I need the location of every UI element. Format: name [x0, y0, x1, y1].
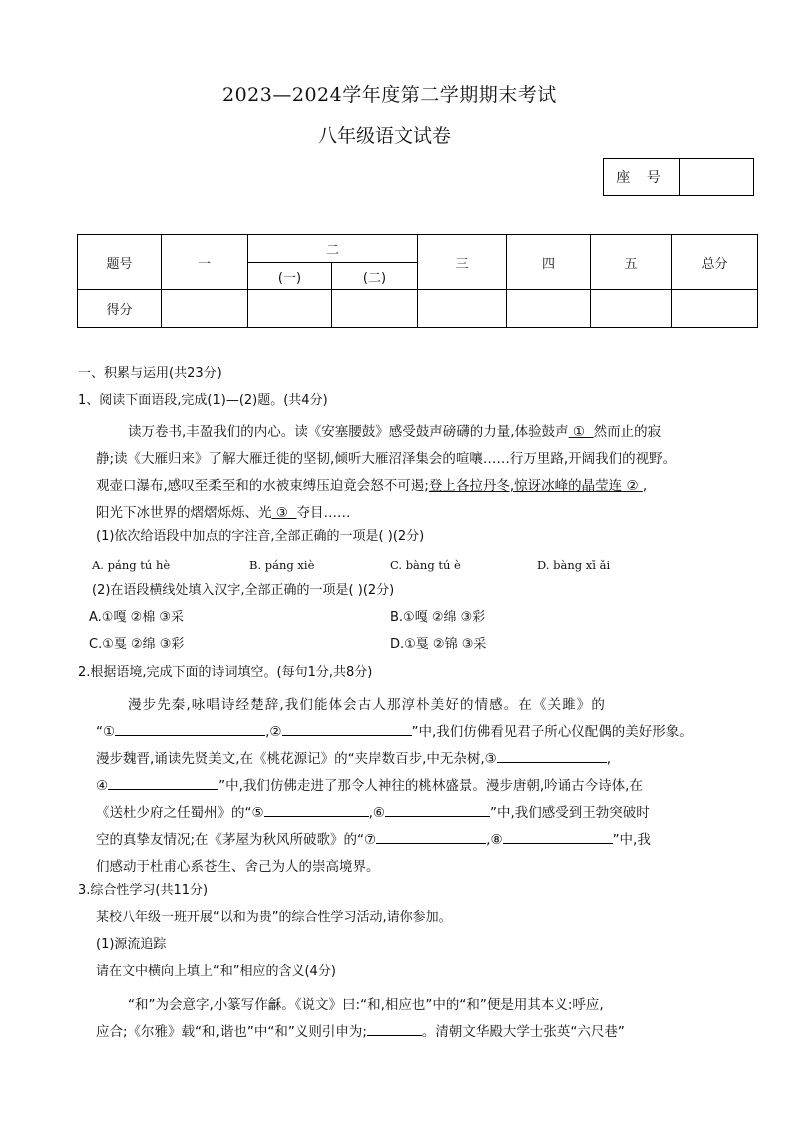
q1-sub2-option-d[interactable]: D.①戛 ②锦 ③采	[390, 637, 487, 652]
q1-sub2: (2)在语段横线处填入汉字,全部正确的一项是( )(2分)	[92, 583, 395, 598]
col-header-4: 四	[507, 235, 591, 290]
q2-line2: “① ,② ”中,我们仿佛看见君子所心仪配偶的美好形象。	[96, 720, 693, 740]
q3-intro: 某校八年级一班开展“以和为贵”的综合性学习活动,请你参加。	[96, 910, 452, 925]
score-table	[77, 234, 758, 328]
blank-1[interactable]: ①	[572, 424, 585, 440]
col-header-3: 三	[418, 235, 507, 290]
score-cell[interactable]	[162, 290, 248, 328]
q1-sub1-option-c[interactable]: C. bàng tú è	[390, 558, 461, 572]
q1-para-line1: 读万卷书,丰盈我们的内心。读《安塞腰鼓》感受鼓声磅礴的力量,体验鼓声 ① 然而止的寂	[128, 424, 662, 440]
q1-sub2-option-a[interactable]: A.①嘎 ②棉 ③采	[89, 610, 185, 625]
answer-blank-1[interactable]	[115, 721, 265, 736]
seat-number-label: 座 号	[604, 159, 680, 195]
answer-blank-5[interactable]	[264, 802, 369, 817]
seat-number-box	[603, 158, 754, 196]
q1-para-line2: 静;读《大雁归来》了解大雁迁徙的坚韧,倾听大雁沼泽集会的喧嚷……行万里路,开阔我们的视野。	[96, 451, 677, 467]
q3-para-line1: “和”为会意字,小篆写作龢。《说文》曰:“和,相应也”中的“和”便是用其本义:呼应,	[128, 997, 604, 1013]
answer-blank-3[interactable]	[497, 748, 607, 763]
score-cell[interactable]	[248, 290, 332, 328]
q2-line3: 漫步魏晋,诵读先贤美文,在《桃花源记》的“夹岸数百步,中无杂树,③ ,	[96, 747, 611, 767]
blank-3[interactable]: ③	[275, 505, 288, 521]
answer-blank-4[interactable]	[108, 775, 218, 790]
q2-line5: 《送杜少府之任蜀州》的“⑤ ,⑥ ”中,我们感受到王勃突破时	[96, 801, 650, 821]
section-heading: 一、积累与运用(共23分)	[78, 366, 222, 381]
col-header-1: 一	[162, 235, 248, 290]
blank-2[interactable]: ②	[626, 478, 639, 494]
q2-line7: 们感动于杜甫心系苍生、舍己为人的崇高境界。	[96, 859, 380, 875]
q1-sub1: (1)依次给语段中加点的字注音,全部正确的一项是( )(2分)	[96, 529, 425, 544]
exam-title: 2023—2024学年度第二学期期末考试	[222, 84, 557, 106]
q3-para-line2: 应合;《尔雅》载“和,谐也”中“和”义则引申为; 。清朝文华殿大学士张英“六尺巷”	[96, 1020, 625, 1040]
col-header-2: 二	[248, 235, 418, 263]
q1-para-line3: 观壶口瀑布,感叹至柔至和的水被束缚压迫竟会怒不可遏;登上各拉丹冬,惊讶冰峰的晶莹连 ② ,	[96, 478, 648, 494]
q2-line6: 空的真挚友情况;在《茅屋为秋风所破歌》的“⑦ ,⑧ ”中,我	[96, 828, 651, 848]
q3-sub1: (1)源流追踪	[96, 937, 167, 952]
q1-para-line4: 阳光下冰世界的熠熠烁烁、光 ③ 夺目……	[96, 505, 351, 521]
q1-sub1-option-d[interactable]: D. bàng xī ǎi	[537, 558, 611, 572]
score-cell[interactable]	[591, 290, 672, 328]
col-header-total: 总分	[672, 235, 758, 290]
score-cell[interactable]	[672, 290, 758, 328]
score-cell[interactable]	[418, 290, 507, 328]
sub-col-header-2: (二)	[332, 263, 418, 290]
sub-col-header-1: (一)	[248, 263, 332, 290]
answer-blank-8[interactable]	[503, 829, 613, 844]
row-header-cell: 题号	[78, 235, 162, 290]
q1-sub2-option-c[interactable]: C.①戛 ②绵 ③彩	[89, 637, 185, 652]
score-cell[interactable]	[332, 290, 418, 328]
score-label-cell: 得分	[78, 290, 162, 328]
col-header-5: 五	[591, 235, 672, 290]
q1-stem: 1、阅读下面语段,完成(1)—(2)题。(共4分)	[78, 393, 328, 408]
q3-stem: 3.综合性学习(共11分)	[78, 883, 209, 898]
q2-stem: 2.根据语境,完成下面的诗词填空。(每句1分,共8分)	[78, 665, 373, 680]
answer-blank-7[interactable]	[376, 829, 486, 844]
q1-sub2-option-b[interactable]: B.①嘎 ②绵 ③彩	[390, 610, 486, 625]
score-cell[interactable]	[507, 290, 591, 328]
q2-line4: ④ ”中,我们仿佛走进了那令人神往的桃林盛景。漫步唐朝,吟诵古今诗体,在	[96, 774, 643, 794]
answer-blank-2[interactable]	[282, 721, 412, 736]
q1-sub1-option-a[interactable]: A. páng tú hè	[92, 558, 171, 572]
answer-blank-6[interactable]	[385, 802, 490, 817]
q1-sub1-option-b[interactable]: B. páng xiè	[249, 558, 315, 572]
exam-subtitle: 八年级语文试卷	[318, 125, 452, 147]
q2-line1: 漫步先秦,咏唱诗经楚辞,我们能体会古人那淳朴美好的情感。在《关雎》的	[128, 697, 606, 713]
q3-instruction: 请在文中横向上填上“和”相应的含义(4分)	[96, 964, 336, 979]
meaning-blank[interactable]	[367, 1021, 422, 1036]
